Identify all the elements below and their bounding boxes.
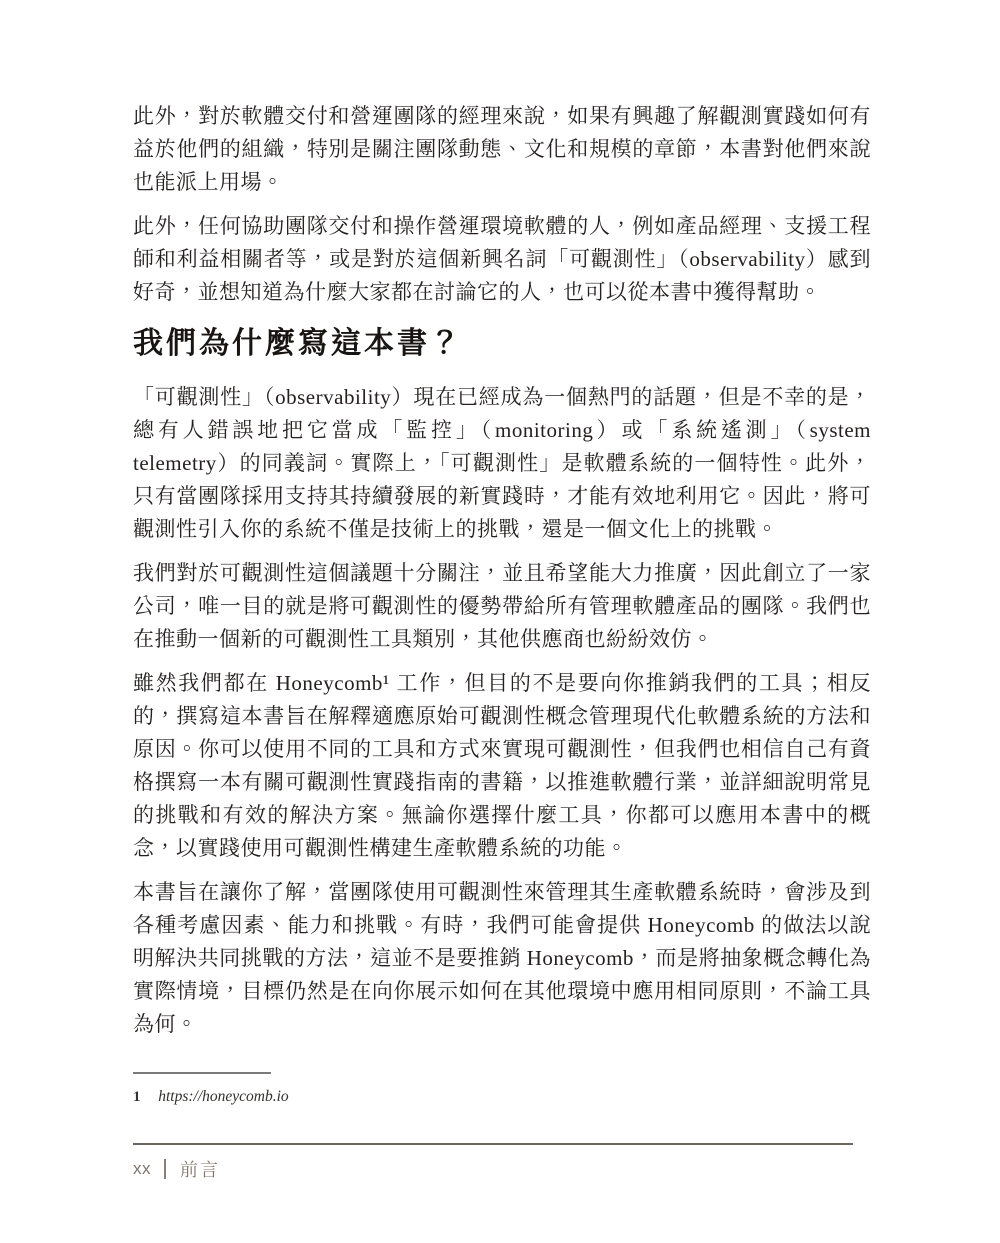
footnote-url: https://honeycomb.io bbox=[158, 1088, 289, 1105]
paragraph-observability-definition: 「可觀測性」（observability）現在已經成為一個熱門的話題，但是不幸的是，總有人錯誤地把它當成「監控」（monitoring）或「系統遙測」（system telemetry）的同義詞。實際上，「可觀測性」是軟體系統的一個特性。此外，只有當團隊採用支持其持續發展的新實踐時，才能有效地利用它。因此，將可觀測性引入你的系統不僅是技術上的挑戰，還是一個文化上的挑戰。 bbox=[133, 385, 871, 541]
footnote-line bbox=[133, 1086, 871, 1108]
footnote-separator-rule bbox=[133, 1072, 271, 1074]
page-number: xx bbox=[133, 1159, 151, 1178]
paragraph-honeycomb-disclaimer: 雖然我們都在 Honeycomb¹ 工作，但目的不是要向你推銷我們的工具；相反的，撰寫這本書旨在解釋適應原始可觀測性概念管理現代化軟體系統的方法和原因。你可以使用不同的工具和方式來實現可觀測性，但我們也相信自己有資格撰寫一本有關可觀測性實踐指南的書籍，以推進軟體行業，並詳細說明常見的挑戰和有效的解決方案。無論你選擇什麼工具，你都可以應用本書中的概念，以實踐使用可觀測性構建生產軟體系統的功能。 bbox=[133, 671, 871, 860]
paragraph-audience-managers: 此外，對於軟體交付和營運團隊的經理來說，如果有興趣了解觀測實踐如何有益於他們的組織，特別是關注團隊動態、文化和規模的章節，本書對他們來說也能派上用場。 bbox=[133, 104, 871, 194]
text-block bbox=[133, 100, 871, 1052]
section-heading: 我們為什麼寫這本書？ bbox=[133, 327, 463, 360]
footnote-area bbox=[133, 1072, 871, 1108]
paragraph-company-founding: 我們對於可觀測性這個議題十分關注，並且希望能大力推廣，因此創立了一家公司，唯一目的就是將可觀測性的優勢帶給所有管理軟體產品的團隊。我們也在推動一個新的可觀測性工具類別，其他供應商也紛紛效仿。 bbox=[133, 561, 871, 651]
footer-rule bbox=[133, 1143, 853, 1145]
footnote-marker: 1 bbox=[133, 1089, 141, 1105]
footer-line bbox=[133, 1156, 853, 1182]
page-footer bbox=[133, 1143, 853, 1182]
footer-divider bbox=[164, 1159, 166, 1179]
chapter-title: 前言 bbox=[180, 1160, 220, 1180]
paragraph-book-purpose: 本書旨在讓你了解，當團隊使用可觀測性來管理其生產軟體系統時，會涉及到各種考慮因素、能力和挑戰。有時，我們可能會提供 Honeycomb 的做法以說明解決共同挑戰的方法，這並不是要推銷 Honeycomb，而是將抽象概念轉化為實際情境，目標仍然是在向你展示如何在其他環境中應用相同原則，不論工具為何。 bbox=[133, 880, 871, 1036]
paragraph-audience-others: 此外，任何協助團隊交付和操作營運環境軟體的人，例如產品經理、支援工程師和利益相關者等，或是對於這個新興名詞「可觀測性」（observability）感到好奇，並想知道為什麼大家都在討論它的人，也可以從本書中獲得幫助。 bbox=[133, 214, 871, 304]
